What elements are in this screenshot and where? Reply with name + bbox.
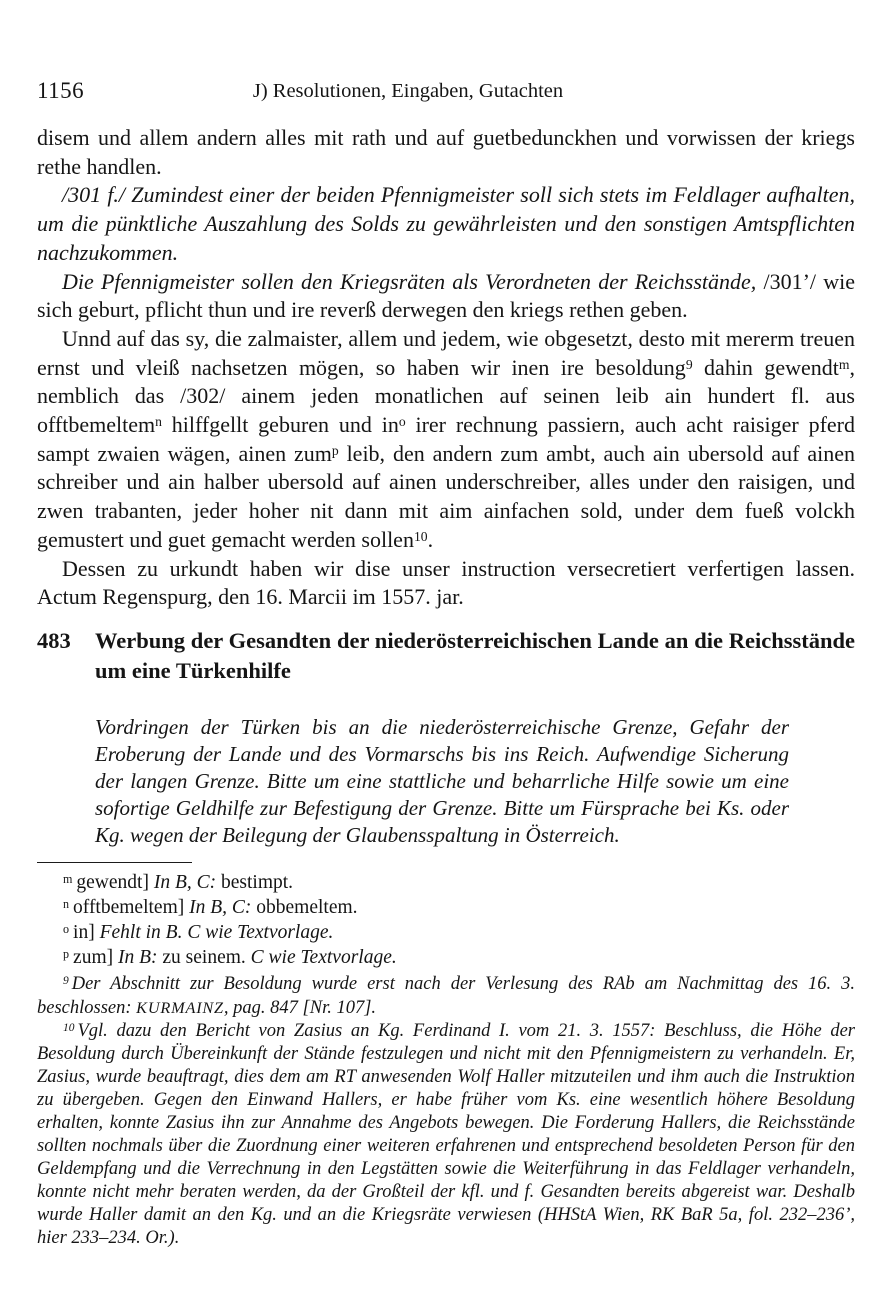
variant-note-o (37, 920, 855, 945)
footnote-marker: 9 (63, 974, 69, 987)
variant-notes (37, 870, 855, 970)
variant-text: offtbemeltem] In B, C: obbemeltem. (73, 896, 358, 918)
section-title: Werbung der Gesandten der niederösterreichischen Lande an die Reichsstände um eine Türkenhilfe (95, 627, 855, 683)
running-header (37, 78, 855, 104)
variant-marker: o (63, 921, 70, 936)
variant-text: gewendt] In B, C: bestimpt. (76, 871, 294, 893)
footnote-text: Vgl. dazu den Bericht von Zasius an Kg. Ferdinand I. vom 21. 3. 1557: Beschluss, die Höhe der Besoldung durch Übereinkunft der Stände festzulegen und nicht mit den Pfennigmeistern zu verhandeln. Er, Zasius, wurde beauftragt, dies dem am RT anwesenden Wolf Haller mitzuteilen und ihm auch die Instruktion zu übergeben. Gegen den Einwand Hallers, er habe früher vom Ks. eine wesentlich höhere Besoldung erhalten, konnte Zasius ihn zur Annahme des Angebots bewegen. Die Forderung Hallers, die Reichsstände sollten nochmals über die Zuordnung einer weiteren erfahrenen und entsprechend besoldeten Person für den Geldempfang und die Verrechnung in den Legstätten sowie die Weiterführung in das Feldlager verhandeln, konnte nicht mehr beraten werden, da der Großteil der kfl. und f. Gesandten bereits abgereist war. Deshalb wurde Haller damit an den Kg. und an die Kriegsräte verwiesen (HHStA Wien, RK BaR 5a, fol. 232–236’, hier 233–234. Or.). (37, 1020, 855, 1248)
paragraph-besoldung: Unnd auf das sy, die zalmaister, allem und jedem, wie obgesetzt, desto mit mererm treuen ernst und vleiß nachsetzen mögen, so haben wir inen ire besoldung$^9$ dahin gewendt$^m$, nemblich das /302/ ainem jeden monatlichen auf seinen leib ain hundert fl. aus offtbemeltem$^n$ hilffgellt geburen und $in^o$ irer rechnung passiern, auch acht raisiger pferd sampt zwaien wägen, ainen zum$^p$ leib, den andern zum ambt, auch ain ubersold auf ainen schreiber und ain halber ubersold auf ainen underschreiber, alles under den raisigen, und zwen trabanten, jeder hoher nit dann mit aim ainfachen sold, under dem fueß volckh gemustert und guet gemacht werden sollen$^{10}$. (37, 325, 855, 552)
paragraph-continuation: disem und allem andern alles mit rath und auf guetbedunckhen und vorwissen der kriegs rethe handlen. (37, 125, 855, 179)
footnote-10 (37, 1020, 855, 1250)
footnote-9 (37, 973, 855, 1020)
paragraph-mixed: Die Pfennigmeister sollen den Kriegsräten als Verordneten der Reichsstände, /301’/ wie sich geburt, pflicht thun und ire reverß derwegen den kriegs rethen geben. (37, 268, 855, 323)
variant-marker: m (63, 871, 73, 886)
paragraph-closing: Dessen zu urkundt haben wir dise unser instruction versecretiert verfertigen lassen. Actum Regenspurg, den 16. Marcii im 1557. jar. (37, 555, 855, 610)
footnote-text: Der Abschnitt zur Besoldung wurde erst nach der Verlesung des RAb am Nachmittag des 16. 3. beschlossen: KURMAINZ, pag. 847 [Nr. 107]. (37, 973, 855, 1018)
section-summary: Vordringen der Türken bis an die niederösterreichische Grenze, Gefahr der Eroberung der Lande und des Vormarschs bis ins Reich. Aufwendige Sicherung der langen Grenze. Bitte um eine stattliche und beharrliche Hilfe sowie um eine sofortige Geldhilfe zur Befestigung der Grenze. Bitte um Fürsprache bei Ks. oder Kg. wegen der Beilegung der Glaubensspaltung in Österreich. (95, 714, 789, 847)
text-block (37, 78, 855, 1250)
numbered-footnotes (37, 973, 855, 1250)
paragraph-summary-italic: /301 f./ Zumindest einer der beiden Pfennigmeister soll sich stets im Feldlager aufhalten, um die pünktliche Auszahlung des Solds zu gewährleisten und den sonstigen Amtspflichten nachzukommen. (37, 182, 855, 265)
variant-text: zum] In B: zu seinem. C wie Textvorlage. (73, 946, 397, 968)
running-title: J) Resolutionen, Eingaben, Gutachten (252, 80, 564, 102)
variant-note-p (37, 945, 855, 970)
page-number: 1156 (37, 78, 85, 103)
main-text (37, 124, 855, 612)
footnote-marker: 10 (63, 1021, 75, 1034)
section-heading (37, 626, 855, 686)
section-number: 483 (37, 627, 71, 653)
variant-note-m (37, 870, 855, 895)
variant-text: in] Fehlt in B. C wie Textvorlage. (73, 921, 334, 943)
variant-marker: n (63, 896, 70, 911)
apparatus (37, 862, 855, 1250)
variant-note-n (37, 895, 855, 920)
variant-marker: p (63, 946, 70, 961)
footnote-separator-rule (37, 862, 192, 863)
